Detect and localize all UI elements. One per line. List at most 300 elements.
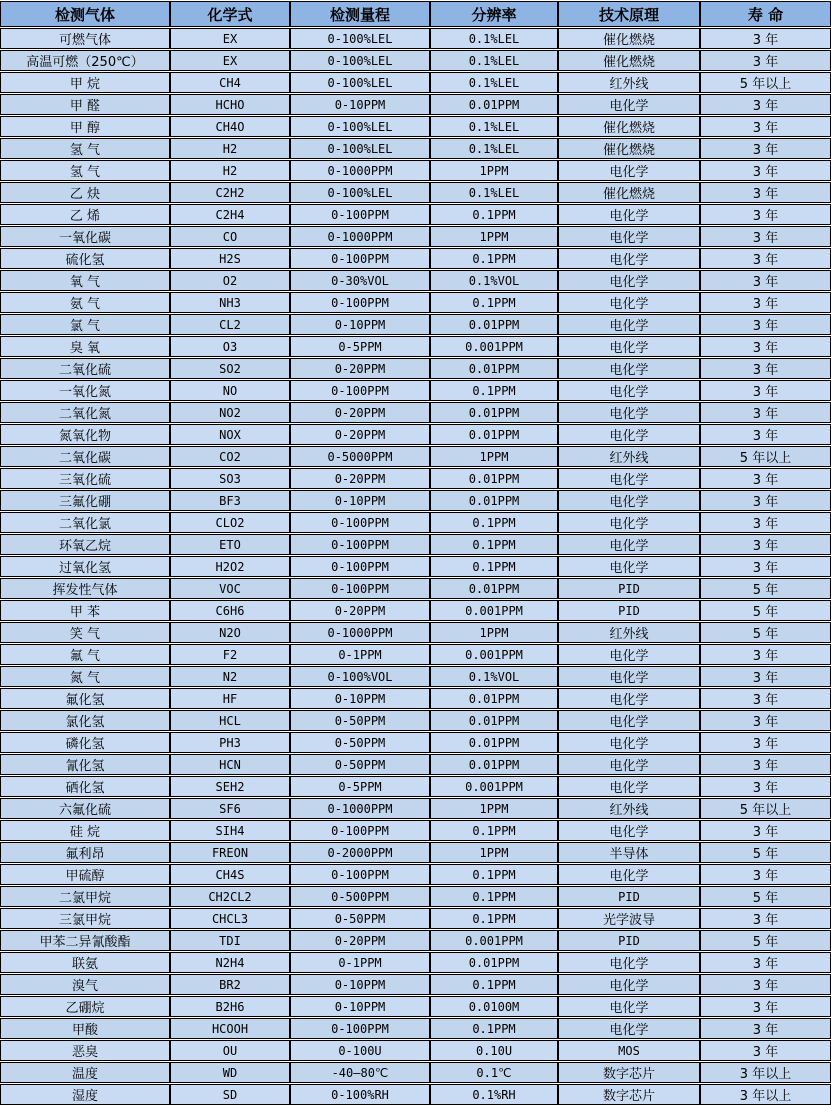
cell-gas: 氟化氢 xyxy=(0,688,170,709)
cell-range: 0-20PPM xyxy=(290,600,430,621)
cell-resolution: 0.1PPM xyxy=(430,512,558,533)
cell-lifespan: 3 年 xyxy=(700,270,831,291)
cell-formula: CO2 xyxy=(170,446,290,467)
cell-resolution: 1PPM xyxy=(430,160,558,181)
col-header-range: 检测量程 xyxy=(290,1,430,27)
cell-gas: 氢 气 xyxy=(0,160,170,181)
cell-lifespan: 3 年 xyxy=(700,820,831,841)
cell-lifespan: 3 年 xyxy=(700,1018,831,1039)
col-header-formula: 化学式 xyxy=(170,1,290,27)
cell-principle: 电化学 xyxy=(558,534,700,555)
cell-formula: CLO2 xyxy=(170,512,290,533)
cell-formula: H2S xyxy=(170,248,290,269)
cell-range: 0-100PPM xyxy=(290,1018,430,1039)
table-row xyxy=(0,688,831,709)
cell-principle: 电化学 xyxy=(558,204,700,225)
table-row xyxy=(0,424,831,445)
cell-range: 0-100%LEL xyxy=(290,138,430,159)
cell-range: 0-100%LEL xyxy=(290,116,430,137)
cell-principle: 电化学 xyxy=(558,94,700,115)
cell-formula: SO3 xyxy=(170,468,290,489)
table-row xyxy=(0,556,831,577)
table-row xyxy=(0,600,831,621)
cell-range: 0-1PPM xyxy=(290,644,430,665)
cell-principle: 电化学 xyxy=(558,710,700,731)
cell-formula: CHCL3 xyxy=(170,908,290,929)
cell-resolution: 0.001PPM xyxy=(430,930,558,951)
table-row xyxy=(0,226,831,247)
cell-principle: 电化学 xyxy=(558,732,700,753)
cell-gas: 挥发性气体 xyxy=(0,578,170,599)
cell-resolution: 0.1PPM xyxy=(430,380,558,401)
cell-resolution: 0.1PPM xyxy=(430,908,558,929)
cell-principle: 电化学 xyxy=(558,358,700,379)
cell-resolution: 0.1PPM xyxy=(430,1018,558,1039)
cell-resolution: 0.10U xyxy=(430,1040,558,1061)
cell-gas: 三氟化硼 xyxy=(0,490,170,511)
cell-formula: SIH4 xyxy=(170,820,290,841)
cell-range: 0-20PPM xyxy=(290,930,430,951)
cell-resolution: 0.1PPM xyxy=(430,534,558,555)
cell-gas: 联氨 xyxy=(0,952,170,973)
table-row xyxy=(0,534,831,555)
cell-lifespan: 5 年以上 xyxy=(700,446,831,467)
table-row xyxy=(0,1018,831,1039)
cell-resolution: 0.1%LEL xyxy=(430,50,558,71)
cell-formula: VOC xyxy=(170,578,290,599)
cell-lifespan: 5 年 xyxy=(700,930,831,951)
cell-resolution: 1PPM xyxy=(430,446,558,467)
cell-formula: CH4 xyxy=(170,72,290,93)
cell-lifespan: 3 年 xyxy=(700,908,831,929)
cell-resolution: 0.01PPM xyxy=(430,754,558,775)
cell-principle: 电化学 xyxy=(558,1018,700,1039)
table-body xyxy=(0,28,831,1105)
cell-principle: 电化学 xyxy=(558,556,700,577)
cell-lifespan: 3 年 xyxy=(700,996,831,1017)
cell-principle: PID xyxy=(558,930,700,951)
cell-principle: 催化燃烧 xyxy=(558,182,700,203)
cell-principle: 电化学 xyxy=(558,226,700,247)
cell-lifespan: 3 年 xyxy=(700,28,831,49)
cell-range: 0-100%VOL xyxy=(290,666,430,687)
cell-gas: 氮氧化物 xyxy=(0,424,170,445)
cell-range: 0-1000PPM xyxy=(290,798,430,819)
cell-gas: 硫化氢 xyxy=(0,248,170,269)
cell-gas: 氯化氢 xyxy=(0,710,170,731)
cell-lifespan: 3 年 xyxy=(700,776,831,797)
cell-range: 0-100%LEL xyxy=(290,182,430,203)
cell-lifespan: 3 年 xyxy=(700,688,831,709)
cell-gas: 乙 烯 xyxy=(0,204,170,225)
cell-range: 0-10PPM xyxy=(290,94,430,115)
cell-lifespan: 3 年 xyxy=(700,336,831,357)
cell-lifespan: 3 年 xyxy=(700,116,831,137)
cell-range: 0-100U xyxy=(290,1040,430,1061)
cell-formula: SF6 xyxy=(170,798,290,819)
cell-resolution: 0.1%VOL xyxy=(430,270,558,291)
cell-formula: CH4S xyxy=(170,864,290,885)
cell-formula: HCHO xyxy=(170,94,290,115)
cell-lifespan: 5 年 xyxy=(700,578,831,599)
cell-gas: 氟利昂 xyxy=(0,842,170,863)
cell-gas: 二氧化氯 xyxy=(0,512,170,533)
cell-gas: 二氧化碳 xyxy=(0,446,170,467)
cell-formula: C6H6 xyxy=(170,600,290,621)
cell-gas: 笑 气 xyxy=(0,622,170,643)
cell-gas: 过氧化氢 xyxy=(0,556,170,577)
cell-principle: 红外线 xyxy=(558,622,700,643)
cell-resolution: 0.01PPM xyxy=(430,710,558,731)
cell-resolution: 0.1℃ xyxy=(430,1062,558,1083)
cell-formula: EX xyxy=(170,50,290,71)
table-row xyxy=(0,292,831,313)
cell-principle: 电化学 xyxy=(558,336,700,357)
cell-formula: H2 xyxy=(170,160,290,181)
cell-resolution: 0.1%LEL xyxy=(430,116,558,137)
cell-range: 0-50PPM xyxy=(290,710,430,731)
cell-formula: SO2 xyxy=(170,358,290,379)
cell-lifespan: 5 年 xyxy=(700,886,831,907)
cell-gas: 环氧乙烷 xyxy=(0,534,170,555)
cell-lifespan: 3 年 xyxy=(700,204,831,225)
cell-resolution: 0.1%VOL xyxy=(430,666,558,687)
cell-formula: C2H4 xyxy=(170,204,290,225)
cell-principle: 电化学 xyxy=(558,380,700,401)
table-row xyxy=(0,798,831,819)
cell-principle: 红外线 xyxy=(558,798,700,819)
cell-formula: O3 xyxy=(170,336,290,357)
table-row xyxy=(0,820,831,841)
cell-resolution: 0.01PPM xyxy=(430,468,558,489)
cell-range: 0-2000PPM xyxy=(290,842,430,863)
table-row xyxy=(0,116,831,137)
cell-range: 0-100PPM xyxy=(290,820,430,841)
cell-range: 0-50PPM xyxy=(290,732,430,753)
cell-principle: 催化燃烧 xyxy=(558,116,700,137)
cell-gas: 三氧化硫 xyxy=(0,468,170,489)
cell-formula: NOX xyxy=(170,424,290,445)
cell-lifespan: 3 年 xyxy=(700,314,831,335)
cell-lifespan: 3 年 xyxy=(700,952,831,973)
cell-formula: B2H6 xyxy=(170,996,290,1017)
cell-principle: 红外线 xyxy=(558,446,700,467)
cell-lifespan: 3 年以上 xyxy=(700,1084,831,1105)
table-row xyxy=(0,776,831,797)
table-row xyxy=(0,138,831,159)
cell-lifespan: 3 年 xyxy=(700,424,831,445)
cell-resolution: 0.01PPM xyxy=(430,314,558,335)
cell-principle: 红外线 xyxy=(558,72,700,93)
cell-range: 0-10PPM xyxy=(290,490,430,511)
cell-gas: 甲 醛 xyxy=(0,94,170,115)
cell-gas: 甲硫醇 xyxy=(0,864,170,885)
table-row xyxy=(0,204,831,225)
cell-resolution: 0.1%LEL xyxy=(430,182,558,203)
cell-principle: 电化学 xyxy=(558,776,700,797)
cell-formula: H2 xyxy=(170,138,290,159)
table-row xyxy=(0,1062,831,1083)
table-row xyxy=(0,1040,831,1061)
cell-range: 0-10PPM xyxy=(290,974,430,995)
cell-gas: 氟 气 xyxy=(0,644,170,665)
cell-lifespan: 3 年 xyxy=(700,754,831,775)
cell-lifespan: 3 年 xyxy=(700,468,831,489)
cell-formula: FREON xyxy=(170,842,290,863)
cell-formula: ETO xyxy=(170,534,290,555)
cell-range: 0-100PPM xyxy=(290,556,430,577)
cell-gas: 硅 烷 xyxy=(0,820,170,841)
cell-formula: CH4O xyxy=(170,116,290,137)
cell-formula: HF xyxy=(170,688,290,709)
cell-gas: 溴气 xyxy=(0,974,170,995)
cell-gas: 高温可燃（250℃） xyxy=(0,50,170,71)
cell-range: 0-5000PPM xyxy=(290,446,430,467)
cell-range: 0-10PPM xyxy=(290,996,430,1017)
cell-range: 0-50PPM xyxy=(290,754,430,775)
cell-lifespan: 3 年 xyxy=(700,732,831,753)
cell-range: 0-20PPM xyxy=(290,424,430,445)
cell-principle: 电化学 xyxy=(558,754,700,775)
cell-gas: 甲 醇 xyxy=(0,116,170,137)
cell-range: 0-20PPM xyxy=(290,468,430,489)
cell-gas: 氧 气 xyxy=(0,270,170,291)
cell-range: 0-50PPM xyxy=(290,908,430,929)
cell-lifespan: 3 年 xyxy=(700,710,831,731)
cell-resolution: 0.01PPM xyxy=(430,358,558,379)
table-row xyxy=(0,930,831,951)
cell-gas: 氨 气 xyxy=(0,292,170,313)
cell-lifespan: 3 年 xyxy=(700,94,831,115)
table-row xyxy=(0,996,831,1017)
cell-range: 0-100PPM xyxy=(290,864,430,885)
cell-lifespan: 3 年 xyxy=(700,138,831,159)
col-header-gas: 检测气体 xyxy=(0,1,170,27)
cell-resolution: 0.001PPM xyxy=(430,644,558,665)
table-row xyxy=(0,72,831,93)
cell-principle: 电化学 xyxy=(558,160,700,181)
cell-formula: PH3 xyxy=(170,732,290,753)
cell-lifespan: 3 年 xyxy=(700,512,831,533)
cell-formula: HCOOH xyxy=(170,1018,290,1039)
cell-lifespan: 3 年 xyxy=(700,974,831,995)
cell-principle: MOS xyxy=(558,1040,700,1061)
cell-principle: 电化学 xyxy=(558,292,700,313)
table-row xyxy=(0,512,831,533)
cell-gas: 磷化氢 xyxy=(0,732,170,753)
cell-formula: N2 xyxy=(170,666,290,687)
cell-range: 0-100PPM xyxy=(290,204,430,225)
cell-resolution: 0.01PPM xyxy=(430,402,558,423)
cell-principle: 电化学 xyxy=(558,468,700,489)
cell-gas: 可燃气体 xyxy=(0,28,170,49)
cell-principle: 催化燃烧 xyxy=(558,28,700,49)
cell-gas: 氢 气 xyxy=(0,138,170,159)
table-row xyxy=(0,50,831,71)
cell-gas: 氰化氢 xyxy=(0,754,170,775)
table-row xyxy=(0,578,831,599)
table-row xyxy=(0,644,831,665)
table-row xyxy=(0,1084,831,1105)
cell-principle: 电化学 xyxy=(558,314,700,335)
cell-lifespan: 3 年 xyxy=(700,534,831,555)
cell-gas: 乙 炔 xyxy=(0,182,170,203)
cell-gas: 甲 苯 xyxy=(0,600,170,621)
cell-resolution: 0.01PPM xyxy=(430,688,558,709)
cell-gas: 一氧化碳 xyxy=(0,226,170,247)
cell-lifespan: 3 年 xyxy=(700,380,831,401)
cell-principle: 电化学 xyxy=(558,952,700,973)
cell-resolution: 0.01PPM xyxy=(430,578,558,599)
cell-range: 0-1000PPM xyxy=(290,226,430,247)
cell-lifespan: 3 年 xyxy=(700,556,831,577)
cell-formula: OU xyxy=(170,1040,290,1061)
cell-principle: 电化学 xyxy=(558,996,700,1017)
cell-lifespan: 3 年以上 xyxy=(700,1062,831,1083)
cell-gas: 氮 气 xyxy=(0,666,170,687)
cell-principle: 电化学 xyxy=(558,820,700,841)
cell-resolution: 0.1PPM xyxy=(430,556,558,577)
cell-formula: NO xyxy=(170,380,290,401)
cell-formula: N2O xyxy=(170,622,290,643)
cell-range: 0-5PPM xyxy=(290,776,430,797)
cell-lifespan: 5 年 xyxy=(700,600,831,621)
table-row xyxy=(0,710,831,731)
cell-principle: 电化学 xyxy=(558,248,700,269)
table-row xyxy=(0,490,831,511)
table-row xyxy=(0,974,831,995)
cell-principle: PID xyxy=(558,886,700,907)
cell-lifespan: 3 年 xyxy=(700,644,831,665)
cell-resolution: 0.1PPM xyxy=(430,886,558,907)
cell-formula: HCN xyxy=(170,754,290,775)
cell-lifespan: 3 年 xyxy=(700,358,831,379)
col-header-resolution: 分辨率 xyxy=(430,1,558,27)
cell-formula: SD xyxy=(170,1084,290,1105)
cell-gas: 六氟化硫 xyxy=(0,798,170,819)
cell-range: 0-1PPM xyxy=(290,952,430,973)
table-row xyxy=(0,182,831,203)
cell-principle: 电化学 xyxy=(558,512,700,533)
table-row xyxy=(0,864,831,885)
col-header-principle: 技术原理 xyxy=(558,1,700,27)
cell-range: 0-100PPM xyxy=(290,292,430,313)
cell-gas: 氯 气 xyxy=(0,314,170,335)
cell-principle: 电化学 xyxy=(558,490,700,511)
cell-formula: TDI xyxy=(170,930,290,951)
cell-lifespan: 3 年 xyxy=(700,1040,831,1061)
table-row xyxy=(0,886,831,907)
cell-range: 0-10PPM xyxy=(290,688,430,709)
cell-principle: PID xyxy=(558,600,700,621)
cell-principle: 电化学 xyxy=(558,864,700,885)
cell-principle: 电化学 xyxy=(558,644,700,665)
cell-range: -40—80℃ xyxy=(290,1062,430,1083)
col-header-lifespan: 寿 命 xyxy=(700,1,831,27)
cell-formula: F2 xyxy=(170,644,290,665)
cell-gas: 二氧化氮 xyxy=(0,402,170,423)
cell-lifespan: 5 年以上 xyxy=(700,72,831,93)
table-row xyxy=(0,248,831,269)
cell-gas: 二氯甲烷 xyxy=(0,886,170,907)
cell-resolution: 0.1PPM xyxy=(430,248,558,269)
cell-range: 0-10PPM xyxy=(290,314,430,335)
table-row xyxy=(0,732,831,753)
cell-lifespan: 3 年 xyxy=(700,248,831,269)
cell-lifespan: 3 年 xyxy=(700,160,831,181)
table-row xyxy=(0,94,831,115)
cell-range: 0-100PPM xyxy=(290,248,430,269)
cell-formula: N2H4 xyxy=(170,952,290,973)
cell-range: 0-100%LEL xyxy=(290,72,430,93)
cell-lifespan: 3 年 xyxy=(700,292,831,313)
cell-range: 0-500PPM xyxy=(290,886,430,907)
cell-lifespan: 3 年 xyxy=(700,182,831,203)
cell-resolution: 0.001PPM xyxy=(430,776,558,797)
cell-resolution: 0.1PPM xyxy=(430,864,558,885)
cell-range: 0-20PPM xyxy=(290,358,430,379)
table-row xyxy=(0,336,831,357)
cell-lifespan: 3 年 xyxy=(700,50,831,71)
table-row xyxy=(0,402,831,423)
cell-lifespan: 3 年 xyxy=(700,666,831,687)
cell-range: 0-100%LEL xyxy=(290,28,430,49)
cell-gas: 三氯甲烷 xyxy=(0,908,170,929)
cell-lifespan: 5 年 xyxy=(700,842,831,863)
table-row xyxy=(0,160,831,181)
table-row xyxy=(0,380,831,401)
cell-resolution: 0.1%LEL xyxy=(430,138,558,159)
table-row xyxy=(0,314,831,335)
table-row xyxy=(0,468,831,489)
cell-range: 0-100PPM xyxy=(290,512,430,533)
cell-principle: 电化学 xyxy=(558,270,700,291)
cell-formula: BF3 xyxy=(170,490,290,511)
cell-resolution: 0.1PPM xyxy=(430,204,558,225)
table-row xyxy=(0,622,831,643)
table-row xyxy=(0,908,831,929)
table-row xyxy=(0,270,831,291)
cell-resolution: 0.1%LEL xyxy=(430,28,558,49)
cell-lifespan: 3 年 xyxy=(700,864,831,885)
cell-principle: 电化学 xyxy=(558,402,700,423)
cell-principle: 催化燃烧 xyxy=(558,50,700,71)
cell-resolution: 0.1PPM xyxy=(430,292,558,313)
table-row xyxy=(0,666,831,687)
cell-formula: H2O2 xyxy=(170,556,290,577)
cell-principle: 电化学 xyxy=(558,974,700,995)
table-row xyxy=(0,952,831,973)
cell-resolution: 0.0100M xyxy=(430,996,558,1017)
cell-gas: 甲 烷 xyxy=(0,72,170,93)
cell-range: 0-100PPM xyxy=(290,578,430,599)
cell-range: 0-100%RH xyxy=(290,1084,430,1105)
cell-resolution: 0.1PPM xyxy=(430,974,558,995)
cell-resolution: 0.01PPM xyxy=(430,952,558,973)
cell-formula: NH3 xyxy=(170,292,290,313)
cell-resolution: 0.01PPM xyxy=(430,732,558,753)
cell-resolution: 1PPM xyxy=(430,226,558,247)
cell-principle: 电化学 xyxy=(558,688,700,709)
cell-range: 0-5PPM xyxy=(290,336,430,357)
cell-resolution: 0.01PPM xyxy=(430,94,558,115)
cell-resolution: 0.1%LEL xyxy=(430,72,558,93)
table-row xyxy=(0,28,831,49)
cell-range: 0-100%LEL xyxy=(290,50,430,71)
cell-lifespan: 3 年 xyxy=(700,402,831,423)
cell-resolution: 0.1%RH xyxy=(430,1084,558,1105)
cell-principle: PID xyxy=(558,578,700,599)
